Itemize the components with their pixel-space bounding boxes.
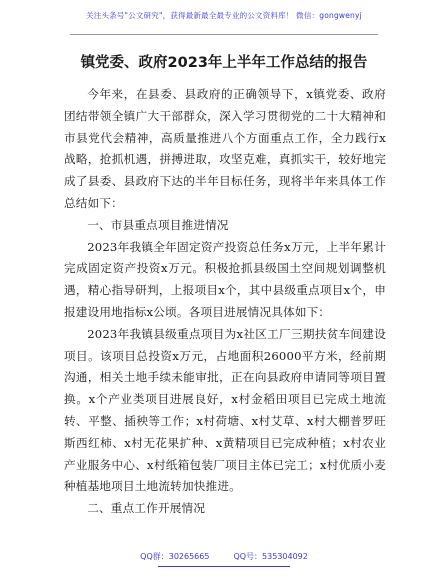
section-heading-1: 一、市县重点项目推进情况	[87, 217, 229, 232]
body-paragraph: 2023年我镇县级重点项目为x社区工厂三期扶贫车间建设项目。该项目总投资x万元，占地面积26000平方米，经前期沟通，相关土地手续未能审批，正在向县政府申请同等项目置换。x个产业类项目进展良好，x村金稻田项目已完成土地流转、平整、插秧等工作；x村荷塘、x村艾草、x村大棚普罗旺斯西红柿、x村无花果扩种、x黄精项目已完成种植；x村农业产业服务中心、x村纸箱包装厂项目主体已完工；x村优质小麦种植基地项目土地流转加快推进。	[64, 326, 386, 494]
body-paragraph: 2023年我镇全年固定资产投资总任务x万元，上半年累计完成固定资产投资x万元。积极抢抓县级国土空间规划调整机遇，精心指导研判，上报项目x个，其中县级重点项目x个，申报建设用地指标x公顷。各项目进展情况具体如下：	[64, 239, 386, 319]
footer-underline	[158, 566, 290, 567]
document-body	[64, 84, 386, 520]
header-divider	[70, 34, 378, 35]
footer-contact	[0, 551, 448, 562]
header-promo-note: 关注头条号"公文研究"，获得最新最全最专业的公文资料库！ 微信：gongwenyj	[86, 11, 362, 20]
section-heading-2: 二、重点工作开展情况	[87, 501, 206, 516]
intro-paragraph: 今年来，在县委、县政府的正确领导下，x镇党委、政府团结带领全镇广大干部群众，深入学习贯彻党的二十大精神和市县党代会精神，高质量推进八个方面重点工作，全力践行x战略，抢抓机遇，拼搏进取，攻坚克难，真抓实干，较好地完成了县委、县政府下达的半年目标任务，现将半年来具体工作总结如下：	[64, 87, 386, 210]
document-title: 镇党委、政府2023年上半年工作总结的报告	[80, 55, 368, 71]
footer-qq-number: QQ号：535304092	[233, 552, 308, 561]
footer-qq-group: QQ群：30265665	[140, 552, 210, 561]
